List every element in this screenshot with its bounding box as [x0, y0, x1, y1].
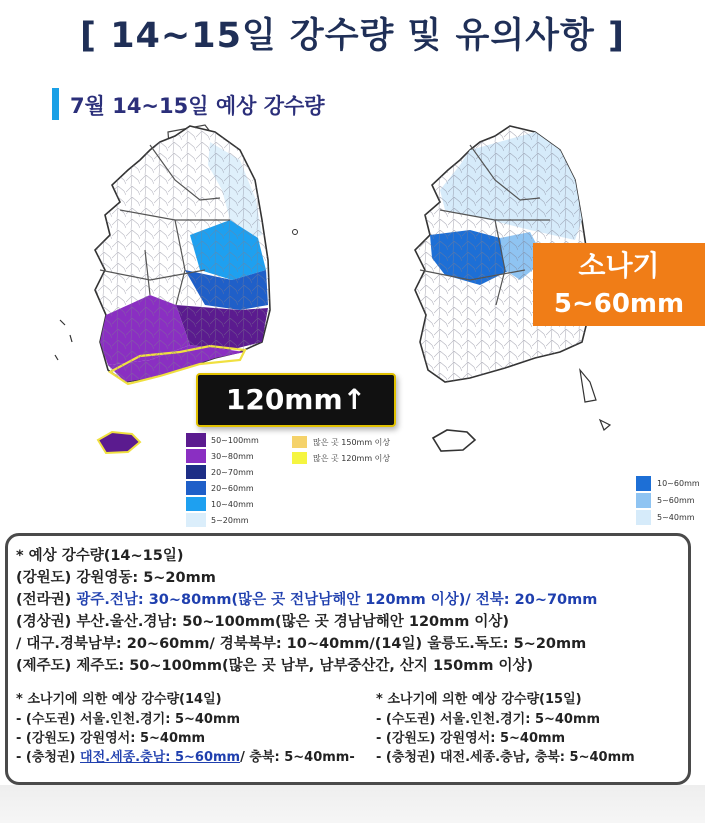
- shower14-line1: - (수도권) 서울.인천.경기: 5~40mm: [16, 712, 241, 727]
- bottom-area: [0, 785, 705, 823]
- legend-item: 많은 곳 120mm 이상: [292, 450, 390, 466]
- legend-swatch: [636, 510, 651, 525]
- jeju-island-left: [98, 432, 140, 453]
- notes-jeju: (제주도) 제주도: 50~100mm(많은 곳 남부, 남부중산간, 산지 150mm 이상): [16, 658, 534, 674]
- shower-callout-line1: 소나기: [578, 249, 660, 282]
- page-title: [ 14~15일 강수량 및 유의사항 ]: [80, 16, 625, 56]
- shower14-line2: - (강원도) 강원영서: 5~40mm: [16, 731, 206, 746]
- notes-gangwon: (강원도) 강원영동: 5~20mm: [16, 570, 216, 586]
- legend-item: 5~40mm: [636, 509, 700, 526]
- legend-item: 5~60mm: [636, 492, 700, 509]
- legend-swatch: [186, 481, 206, 495]
- notes-gyeongsang-1: (경상권) 부산.울산.경남: 50~100mm(많은 곳 경남남해안 120mm 이상): [16, 614, 510, 630]
- ulleung-left: [293, 230, 298, 235]
- legend-swatch: [292, 452, 307, 464]
- notes-gyeongsang-2: / 대구.경북남부: 20~60mm/ 경북북부: 10~40mm/(14일) 울릉도.독도: 5~20mm: [16, 636, 587, 652]
- notes-jeolla: (전라권) 광주.전남: 30~80mm(많은 곳 전남남해안 120mm 이상)/ 전북: 20~70mm: [16, 592, 598, 608]
- shower15-heading: * 소나기에 의한 예상 강수량(15일): [376, 692, 582, 707]
- legend-swatch: [186, 433, 206, 447]
- legend-item: 10~40mm: [186, 496, 259, 512]
- notes-heading: * 예상 강수량(14~15일): [16, 548, 184, 564]
- legend-swatch: [186, 513, 206, 527]
- legend-item: 30~80mm: [186, 448, 259, 464]
- left-map-legend: [186, 432, 259, 528]
- shower-callout: [533, 243, 705, 326]
- jeju-island-right: [433, 430, 475, 451]
- shower14-heading: * 소나기에 의한 예상 강수량(14일): [16, 692, 222, 707]
- shower15-line2: - (강원도) 강원영서: 5~40mm: [376, 731, 566, 746]
- shower-callout-line2: 5~60mm: [553, 289, 685, 319]
- left-map-extra-legend: [292, 434, 390, 466]
- notes-box: [5, 533, 691, 785]
- shower15-line3: - (충청권) 대전.세종.충남, 충북: 5~40mm: [376, 750, 635, 765]
- legend-swatch: [636, 493, 651, 508]
- rainfall-callout-120mm: 120mm↑: [196, 373, 396, 427]
- legend-item: 20~70mm: [186, 464, 259, 480]
- legend-swatch: [186, 465, 206, 479]
- legend-swatch: [292, 436, 307, 448]
- legend-item: 5~20mm: [186, 512, 259, 528]
- subtitle: 7월 14~15일 예상 강수량: [70, 94, 325, 118]
- legend-swatch: [186, 449, 206, 463]
- legend-item: 20~60mm: [186, 480, 259, 496]
- legend-swatch: [636, 476, 651, 491]
- legend-swatch: [186, 497, 206, 511]
- subtitle-accent-bar: [52, 88, 59, 120]
- shower15-line1: - (수도권) 서울.인천.경기: 5~40mm: [376, 712, 601, 727]
- legend-item: 많은 곳 150mm 이상: [292, 434, 390, 450]
- legend-item: 10~60mm: [636, 475, 700, 492]
- shower14-line3: - (충청권) 대전.세종.충남: 5~60mm/ 충북: 5~40mm-: [16, 750, 355, 765]
- right-map-legend: [636, 475, 700, 526]
- legend-item: 50~100mm: [186, 432, 259, 448]
